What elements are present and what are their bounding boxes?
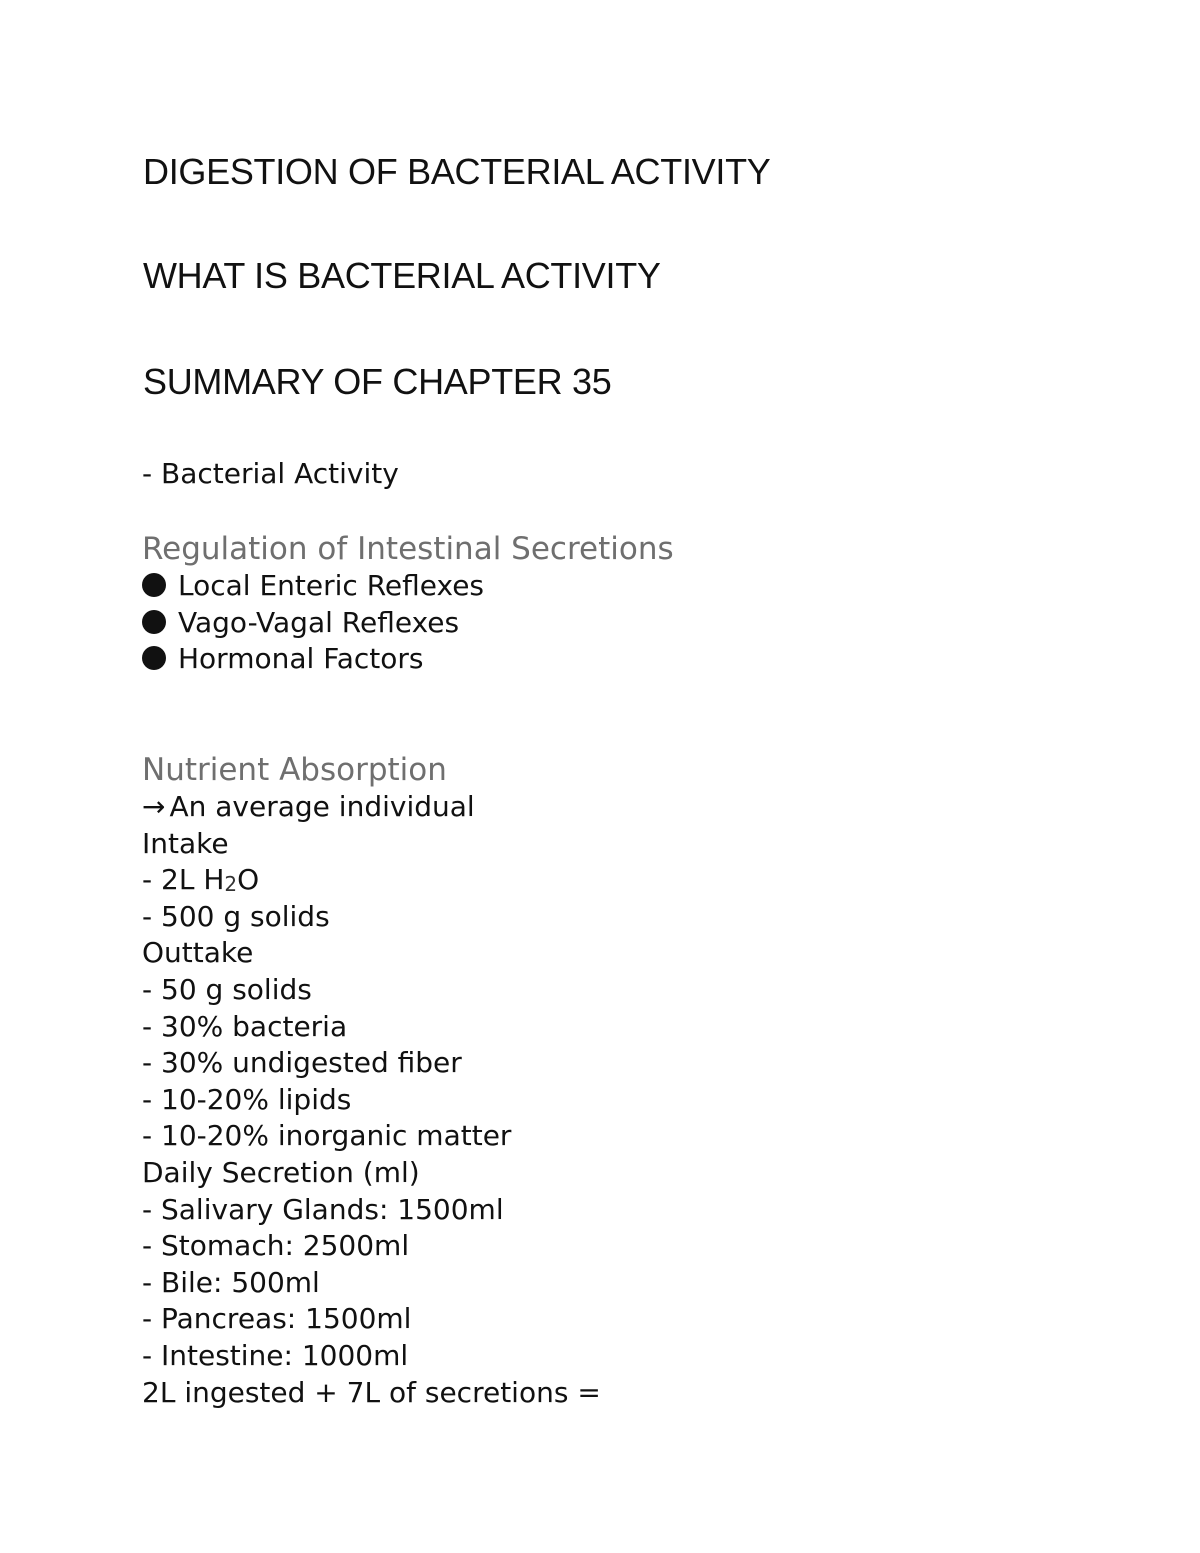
intake-water-prefix: - 2L H <box>142 863 225 897</box>
secretion-item: - Pancreas: 1500ml <box>142 1302 412 1336</box>
outtake-item: - 10-20% inorganic matter <box>142 1119 512 1153</box>
right-arrow-icon: → <box>142 790 166 823</box>
regulation-bullet <box>142 568 674 605</box>
intro-item: - Bacterial Activity <box>142 457 399 490</box>
outtake-item: - 10-20% lipids <box>142 1082 352 1116</box>
secretion-item: - Salivary Glands: 1500ml <box>142 1192 504 1226</box>
outtake-label: Outtake <box>142 936 254 970</box>
intake-solids: - 500 g solids <box>142 899 330 933</box>
secretion-item: - Bile: 500ml <box>142 1265 320 1299</box>
bullet-icon <box>142 610 166 634</box>
arrow-line <box>142 789 601 826</box>
bullet-icon <box>142 573 166 597</box>
regulation-title: Regulation of Intestinal Secretions <box>142 531 674 567</box>
absorption-section <box>142 751 601 1411</box>
document-title: DIGESTION OF BACTERIAL ACTIVITY <box>143 151 771 192</box>
bullet-text: Hormonal Factors <box>178 642 424 676</box>
outtake-item: - 30% undigested fiber <box>142 1046 462 1080</box>
intake-label: Intake <box>142 826 229 860</box>
bullet-icon <box>142 646 166 670</box>
regulation-bullet <box>142 641 674 678</box>
summary-heading: SUMMARY OF CHAPTER 35 <box>143 361 612 402</box>
outtake-item: - 30% bacteria <box>142 1009 348 1043</box>
question-heading: WHAT IS BACTERIAL ACTIVITY <box>143 255 661 296</box>
equation-line: 2L ingested + 7L of secretions = <box>142 1375 601 1409</box>
arrow-line-text: An average individual <box>169 790 475 823</box>
secretion-label: Daily Secretion (ml) <box>142 1155 420 1189</box>
intake-water-subscript: 2 <box>224 872 238 897</box>
secretion-item: - Intestine: 1000ml <box>142 1338 409 1372</box>
absorption-title: Nutrient Absorption <box>142 752 447 788</box>
intake-water <box>142 862 601 899</box>
outtake-item: - 50 g solids <box>142 972 312 1006</box>
regulation-section <box>142 530 674 678</box>
bullet-text: Vago-Vagal Reflexes <box>178 605 460 639</box>
regulation-bullet <box>142 605 674 642</box>
intake-water-suffix: O <box>237 863 260 897</box>
bullet-text: Local Enteric Reflexes <box>178 569 485 602</box>
secretion-item: - Stomach: 2500ml <box>142 1229 410 1263</box>
